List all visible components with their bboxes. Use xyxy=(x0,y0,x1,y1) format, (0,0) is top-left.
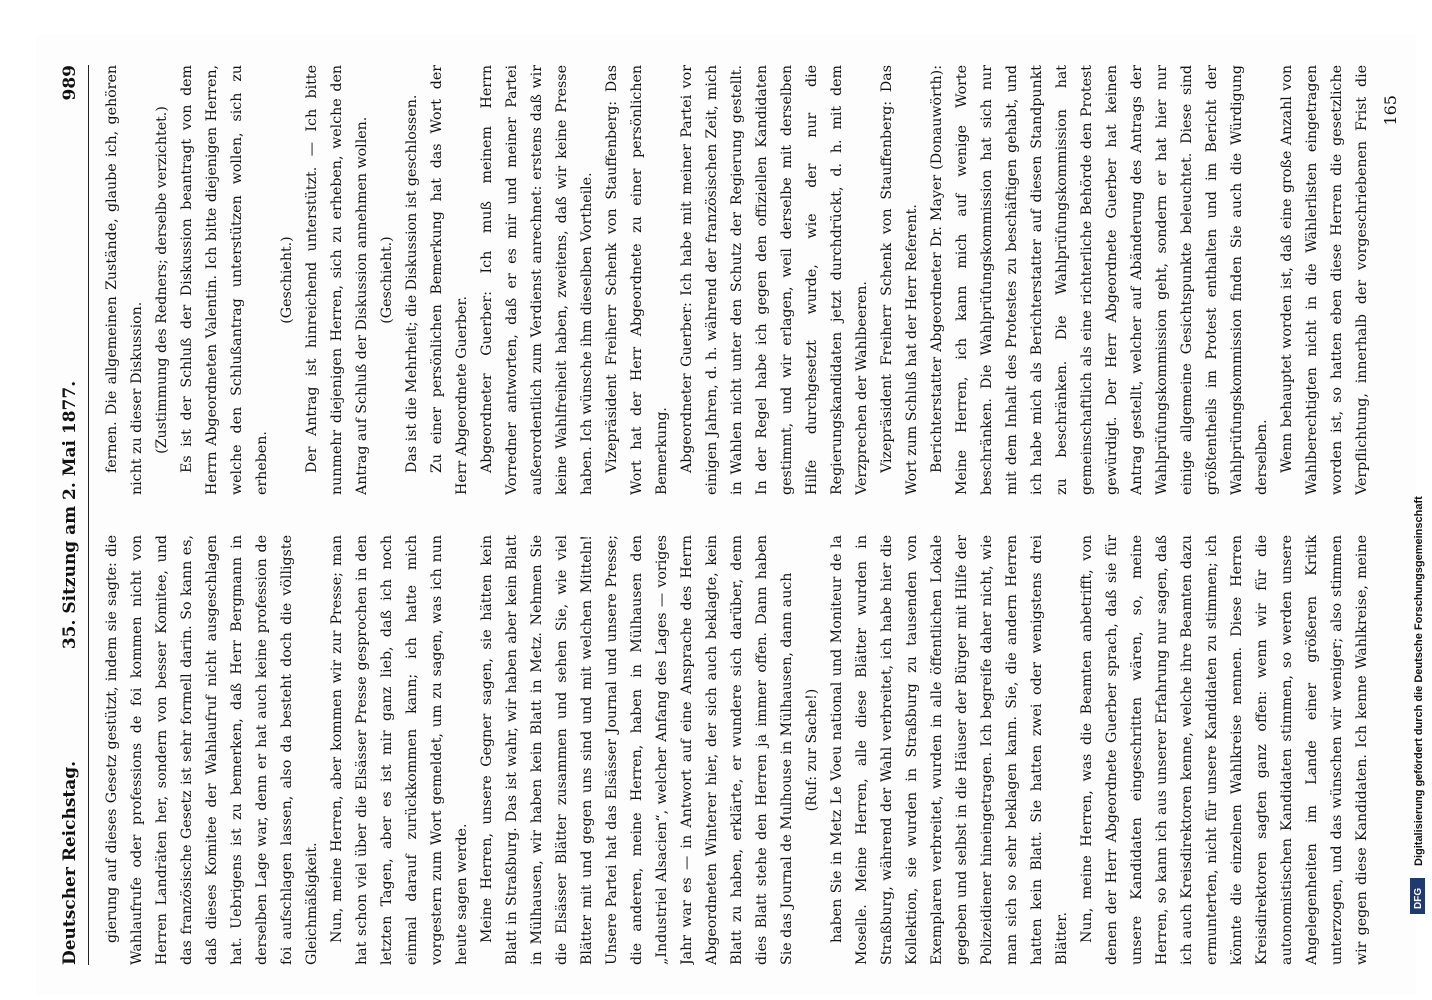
paragraph: Der Antrag ist hinreichend unterstützt. — Ich bitte nunmehr diejenigen Herren, sich zu erheben, welche den Antrag auf Schluß der Diskussion annehmen wollen. xyxy=(304,65,370,495)
paragraph: Das ist die Mehrheit; die Diskussion ist geschlossen. xyxy=(404,94,420,473)
running-head xyxy=(58,65,89,965)
stage-direction: (Zustimmung des Redners; derselbe verzichtet.) xyxy=(154,106,170,454)
dfg-credit-svg xyxy=(1408,6,1428,996)
paragraph: fernen. Die allgemeinen Zustände, glaube ich, gehören nicht zu dieser Diskussion. xyxy=(104,65,145,495)
sheet-number: 165 xyxy=(1381,95,1400,126)
stage-direction: (Ruf: zur Sache!) xyxy=(804,688,820,812)
paragraph: Nun, meine Herren, aber kommen wir zur Presse; man hat schon viel über die Elsässer Presse gesprochen in den letzten Tagen, aber es ist mir ganz lieb, daß ich noch einmal darauf zurückkommen kann; ich hatte mich vorgestern zum Wort gemeldet, um zu sagen, was ich nun heute sagen werde. xyxy=(329,535,470,965)
stage-direction: (Geschieht.) xyxy=(379,236,395,324)
journal-title: Deutscher Reichstag. xyxy=(60,760,80,965)
paragraph: Vizepräsident Freiherr Schenk von Stauffenberg: Das Wort hat der Herr Abgeordnete zu einer persönlichen Bemerkung. xyxy=(604,65,670,495)
paragraph: Zu einer persönlichen Bemerkung hat das Wort der Herr Abgeordnete Guerber. xyxy=(429,65,470,495)
paragraph: haben Sie in Metz Le Voeu national und Moniteur de la Moselle. Meine Herren, alle diese Blätter wurden in Straßburg, während der Wahl verbreitet, ich habe hier die Kollektion, sie wurden in Straßburg zu tausenden von Exemplaren verbreitet, wurden in alle öffentlichen Lokale gegeben und selbst in die Häuser der Bürger mit Hilfe der Polizeidiener hineingetragen. Ich begreife daher nicht, wie man sich so sehr beklagen kann. Sie, die andern Herren hatten kein Blatt. Sie hatten zwei oder wenigstens drei Blätter. xyxy=(829,535,1070,965)
paragraph: Berichterstatter Abgeordneter Dr. Mayer (Donauwörth): Meine Herren, ich kann mich auf wenige Worte beschränken. Die Wahlprüfungskommission hat sich nur mit dem Inhalt des Protestes zu beschäftigen gehabt, und ich habe mich als Berichterstatter auf diesen Standpunkt zu beschränken. Die Wahlprüfungskommission hat gemeinschaftlich als eine richterliche Behörde den Protest gewürdigt. Der Herr Abgeordnete Guerber hat keinen Antrag gestellt, welcher auf Abänderung des Antrags der Wahlprüfungskommission geht, sondern er hat hier nur einige allgemeine Gesichtspunkte beleuchtet. Diese sind größtentheils im Protest enthalten und im Bericht der Wahlprüfungskommission finden Sie auch die Würdigung derselben. xyxy=(929,65,1270,495)
paragraph: Vizepräsident Freiherr Schenk von Stauffenberg: Das Wort zum Schluß hat der Herr Referent. xyxy=(879,65,920,495)
paragraph: Es ist der Schluß der Diskussion beantragt von dem Herrn Abgeordneten Valentin. Ich bitte diejenigen Herren, welche den Schlußantrag unterstützen wollen, sich zu erheben. xyxy=(179,65,270,495)
paragraph: gierung auf dieses Gesetz gestützt, indem sie sagte: die Wahlaufrufe oder professions de foi kommen nicht von Herren Landräten her, sondern von besser Komitee, und das französische Gesetz ist sehr formell darin. So kann es, daß dieses Komitee der Wahlaufruf nicht ausgeschlagen hat. Uebrigens ist zu bemerken, daß Herr Bergmann in derselben Lage war, denn er hat auch keine profession de foi aufschlagen lassen, also da besteht doch die völligste Gleichmäßigkeit. xyxy=(104,535,320,965)
paragraph: Abgeordneter Guerber: Ich muß meinem Herrn Vorredner antworten, daß er es mir und meiner Partei außerordentlich zum Verdienst anrechnet: erstens daß wir keine Wahlfreiheit haben, zweitens, daß wir keine Presse haben. Ich wünsche ihm dieselben Vortheile. xyxy=(479,65,595,495)
page-number: 989 xyxy=(60,65,80,101)
paragraph: Wenn behauptet worden ist, daß eine große Anzahl von Wahlberechtigten nicht in die Wählerlisten eingetragen worden ist, so hatten eben diese Herren die gesetzliche Verpflichtung, innerhalb der vorgeschriebenen Frist die xyxy=(1279,65,1370,495)
text-column-left xyxy=(100,535,1380,965)
credit-text: Digitalisierung gefördert durch die Deutsche Forschungsgemeinschaft xyxy=(1413,496,1425,866)
paragraph: Nun, meine Herren, was die Beamten anbetrifft, von denen der Herr Abgeordnete Guerber sprach, daß sie für unsere Kandidaten eingeschritten wären, so, meine Herren, so kann ich aus unserer Erfahrung nur sagen, daß ich auch Kreisdirektoren kenne, welche ihre Beamten dazu ermunterten, nicht für unsere Kandidaten zu stimmen; ich könnte die einzelnen Wahlkreise nennen. Diese Herren Kreisdirektoren sagten ganz offen: wenn wir für die autonomistischen Kandidaten stimmen, so werden unsere Angelegenheiten im Lande einer größeren Kritik unterzogen, und das wünschen wir weniger; also stimmen wir gegen diese Kandidaten. Ich kenne Wahlkreise, meine xyxy=(1079,535,1370,965)
scanned-page xyxy=(36,35,1416,995)
dfg-credit-strip xyxy=(1408,6,1428,996)
session-date: 35. Sitzung am 2. Mai 1877. xyxy=(60,380,80,650)
dfg-logo: DFG xyxy=(1413,887,1424,909)
text-column-right xyxy=(100,65,1380,495)
paragraph: Meine Herren, unsere Gegner sagen, sie hätten kein Blatt in Straßburg. Das ist wahr, wir haben aber kein Blatt in Mülhausen, wir haben kein Blatt in Metz. Nehmen Sie die Elsässer Blätter zusammen und sehen Sie, wie viel Blätter mit und gegen uns sind und mit welchen Mitteln! Unsere Partei hat das Elsässer Journal und unsere Presse; die anderen, meine Herren, haben in Mülhausen den „Industriel Alsacien“, welcher Anfang des Lages — voriges Jahr war es — in Antwort auf eine Ansprache des Herrn Abgeordneten Winterer hier, der sich auch beklagte, kein Blatt zu haben, erklärte, er wundere sich darüber, denn dies Blatt stehe den Herren ja immer offen. Dann haben Sie das Journal de Mulhouse in Mülhausen, dann auch xyxy=(479,535,795,965)
paragraph: Abgeordneter Guerber: Ich habe mit meiner Partei vor einigen Jahren, d. h. während der französischen Zeit, mich in Wahlen nicht unter den Schutz der Regierung gestellt. In der Regel habe ich gegen den offiziellen Kandidaten gestimmt, und wir erlagen, weil derselbe mit derselben Hilfe durchgesetzt wurde, wie der nur die Regierungskandidaten jetzt durchdrückt, d. h. mit dem Verzprechen der Wahlbeeren. xyxy=(679,65,870,495)
stage-direction: (Geschieht.) xyxy=(279,236,295,324)
